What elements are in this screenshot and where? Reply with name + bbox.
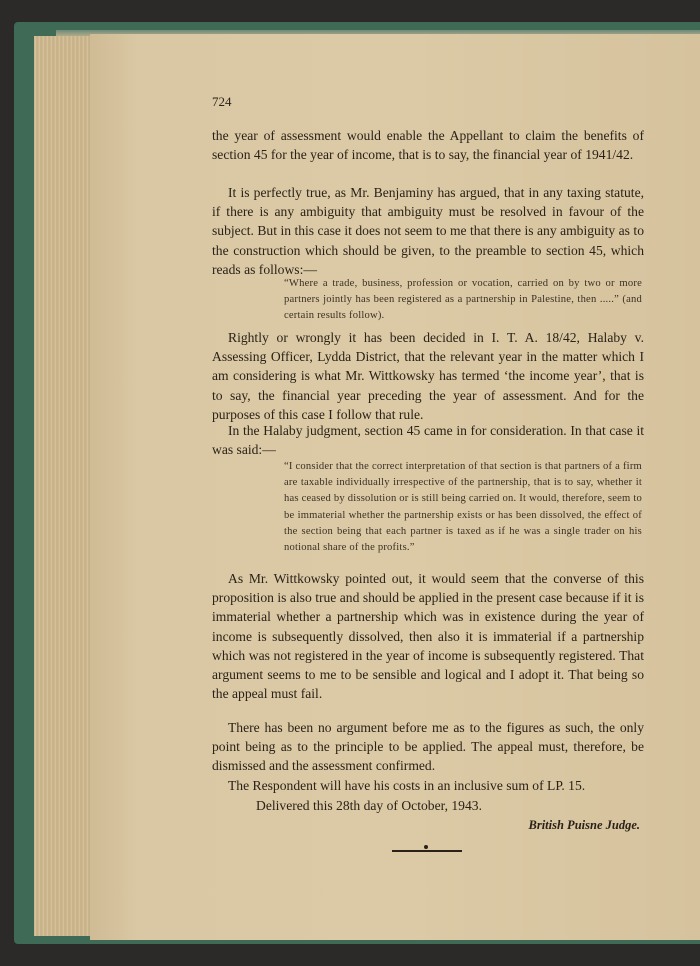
end-ornament-dot (424, 845, 428, 849)
signature: British Puisne Judge. (528, 818, 640, 832)
paragraph-2: It is perfectly true, as Mr. Benjaminy has argued, that in any taxing statute, if there is any ambiguity that ambiguity must be resolved in favour of the subject. But in this case it does not seem to me that there is any ambiguity as to the construction which should be given, to the preamble to section 45, which reads as follows:— (212, 185, 644, 277)
paragraph-3: Rightly or wrongly it has been decided in I. T. A. 18/42, Halaby v. Assessing Officer, Lydda District, that the relevant year in the matter which I am considering is what Mr. Wittkowsky has termed ‘the income year’, that is to say, the financial year preceding the year of assessment. And for the purposes of this case I follow that rule. (212, 330, 644, 422)
paragraph-7: The Respondent will have his costs in an inclusive sum of LP. 15. (228, 778, 586, 793)
delivered-line: Delivered this 28th day of October, 1943. (256, 798, 482, 813)
quote-2: “I consider that the correct interpretation of that section is that partners of a firm are taxable individually irrespective of the partnership, that is to say, whether it has ceased by dissolution or is still being carried on. It would, therefore, seem to be immaterial whether the partnership exists or has been dissolved, the effect of the section being that each partner is taxed as if he was a single trader on his notional share of the profits.” (284, 461, 642, 554)
paragraph-4: In the Halaby judgment, section 45 came in for consideration. In that case it was said:— (212, 423, 644, 458)
page-number: 724 (212, 94, 232, 109)
paragraph-5: As Mr. Wittkowsky pointed out, it would seem that the converse of this proposition is also true and should be applied in the present case because if it is immaterial whether a partnership which was in existence during the year of income is subsequently dissolved, then also it is immaterial if a partnership which was not registered in the year of income is subsequently registered. That argument seems to me to be sensible and logical and I adopt it. That being so the appeal must fail. (212, 571, 644, 702)
paragraph-6: There has been no argument before me as to the figures as such, the only point being as to the principle to be applied. The appeal must, therefore, be dismissed and the assessment confirmed. (212, 720, 644, 774)
end-ornament (392, 850, 462, 852)
paragraph-1: the year of assessment would enable the Appellant to claim the benefits of section 45 for the year of income, that is to say, the financial year of 1941/42. (212, 128, 644, 163)
quote-1: “Where a trade, business, profession or vocation, carried on by two or more partners jointly has been registered as a partnership in Palestine, then .....” (and certain results follow). (284, 278, 642, 322)
